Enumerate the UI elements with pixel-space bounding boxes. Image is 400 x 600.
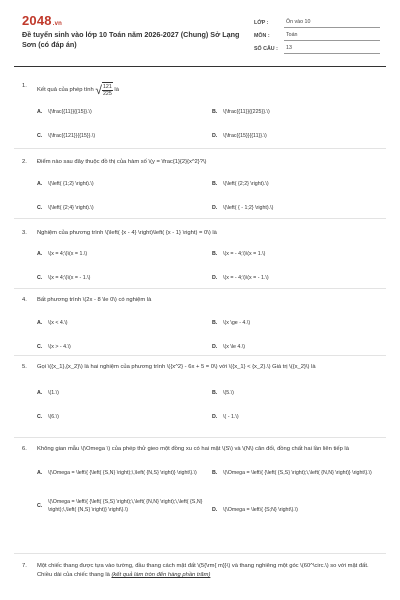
question-1 — [22, 82, 377, 147]
question-stem — [22, 158, 377, 167]
question-6 — [22, 445, 377, 528]
question-stem — [22, 445, 377, 454]
option-letter: B. — [212, 470, 218, 476]
option-b[interactable] — [212, 319, 250, 327]
question-text: Không gian mẫu \(\Omega \) của phép thử gieo một đồng xu có hai mặt \(S\) và \(N\) cân đối, đồng chất hai lần liên tiếp là — [37, 446, 349, 452]
option-d[interactable] — [212, 204, 273, 212]
answer-options — [37, 97, 377, 147]
option-letter: C. — [37, 344, 43, 350]
option-text: \(\frac{{11}}{{15}}.\) — [48, 109, 92, 115]
option-text: \(x = - 4;\)\(x = 1.\) — [223, 251, 266, 257]
option-c[interactable] — [37, 498, 205, 514]
option-letter: C. — [37, 414, 43, 420]
question-text — [37, 82, 377, 97]
exam-title: Đề tuyển sinh vào lớp 10 Toán năm 2026-2027 (Chung) Sở Lạng Sơn (có đáp án) — [22, 30, 240, 49]
option-text: \(x > - 4.\) — [48, 344, 71, 350]
option-text: \(x = - 4;\)\(x = - 1.\) — [223, 275, 269, 281]
option-text: \(x = 4;\)\(x = 1.\) — [48, 251, 88, 257]
sqrt-expression — [95, 82, 112, 97]
option-d[interactable] — [212, 343, 245, 351]
meta-label: LỚP : — [254, 20, 269, 26]
question-stem — [22, 229, 377, 238]
meta-value: 13 — [284, 45, 380, 54]
option-letter: D. — [212, 344, 218, 350]
question-number: 1. — [22, 83, 27, 89]
option-a[interactable] — [37, 389, 59, 397]
question-text — [37, 562, 377, 580]
option-letter: C. — [37, 205, 43, 211]
question-stem — [22, 363, 377, 372]
option-letter: B. — [212, 390, 218, 396]
question-2 — [22, 158, 377, 215]
question-number: 3. — [22, 230, 27, 236]
option-letter: D. — [212, 205, 218, 211]
option-letter: B. — [212, 251, 218, 257]
question-4 — [22, 296, 377, 355]
option-letter: B. — [212, 109, 218, 115]
option-d[interactable] — [212, 506, 372, 514]
answer-options — [37, 372, 377, 428]
option-b[interactable] — [212, 250, 265, 258]
option-c[interactable] — [37, 413, 59, 421]
question-note: (kết quả làm tròn đến hàng phần trăm) — [111, 572, 211, 578]
option-letter: A. — [37, 251, 43, 257]
question-number: 2. — [22, 159, 27, 165]
option-text: \(\Omega = \left\{ {\left( {S,S} \right);\,\left( {N,N} \right)} \right\}.\) — [223, 470, 372, 476]
option-letter: D. — [212, 275, 218, 281]
option-b[interactable] — [212, 180, 269, 188]
option-a[interactable] — [37, 469, 197, 477]
fraction — [102, 84, 113, 97]
meta-label: SỐ CÂU : — [254, 46, 278, 52]
fraction-numerator: 121 — [102, 84, 112, 90]
option-d[interactable] — [212, 413, 239, 421]
answer-options — [37, 238, 377, 286]
option-text: \(x \ge - 4.\) — [223, 320, 251, 326]
question-stem — [22, 562, 377, 580]
question-text-after: là — [114, 87, 119, 94]
question-7 — [22, 562, 377, 580]
question-text-main: Một chiếc thang được tựa vào tường, đầu thang cách mặt đất \(5{\rm{ m}}\) và thang nghiêng một góc \(60^\circ.\) so với mặt đất. Chiều dài của chiếc thang là — [37, 563, 369, 578]
question-text-before: Kết quả của phép tính — [37, 87, 94, 94]
header-divider — [14, 66, 386, 67]
logo-suffix: .vn — [52, 21, 63, 27]
option-letter: B. — [212, 181, 218, 187]
option-letter: D. — [212, 507, 218, 513]
meta-row-count — [254, 41, 380, 54]
option-letter: A. — [37, 390, 43, 396]
question-number: 4. — [22, 297, 27, 303]
option-b[interactable] — [212, 108, 270, 116]
meta-label: MÔN : — [254, 33, 270, 39]
question-divider — [14, 437, 386, 438]
option-letter: A. — [37, 320, 43, 326]
option-text: \(\left( {1;2} \right).\) — [48, 181, 94, 187]
meta-row-class — [254, 15, 380, 28]
option-c[interactable] — [37, 274, 90, 282]
option-a[interactable] — [37, 319, 68, 327]
fraction-denominator: 225 — [102, 91, 112, 97]
question-number: 5. — [22, 364, 27, 370]
question-divider — [14, 218, 386, 219]
question-text: Gọi \({x_1},{x_2}\) là hai nghiệm của phương trình \({x^2} - 6x + 5 = 0\) với \({x_1} < {x_2}.\) Giá trị \({x_2}\) là — [37, 364, 316, 370]
option-text: \(\left( { - 1;2} \right).\) — [223, 205, 274, 211]
option-letter: C. — [37, 503, 43, 509]
question-divider — [14, 148, 386, 149]
question-text: Bất phương trình \(2x - 8 \le 0\) có nghiệm là — [37, 297, 152, 303]
question-5 — [22, 363, 377, 428]
answer-options — [37, 454, 377, 528]
option-text: \(1.\) — [48, 390, 59, 396]
answer-options — [37, 167, 377, 215]
option-text: \(\Omega = \left\{ {\left( {S,S} \right);\,\left( {N,N} \right);\,\left( {S,N} \right);\,\left( {N,S} \right)} \right\}.\) — [48, 499, 203, 513]
option-text: \(x = 4;\)\(x = - 1.\) — [48, 275, 91, 281]
question-divider — [14, 288, 386, 289]
option-text: \(\left( {2;2} \right).\) — [223, 181, 269, 187]
question-divider — [14, 355, 386, 356]
option-letter: C. — [37, 275, 43, 281]
option-b[interactable] — [212, 389, 234, 397]
question-stem — [22, 296, 377, 305]
option-text: \(x \le 4.\) — [223, 344, 246, 350]
option-b[interactable] — [212, 469, 372, 477]
meta-value: Ôn vào 10 — [284, 19, 380, 28]
option-letter: B. — [212, 320, 218, 326]
option-letter: D. — [212, 133, 218, 139]
option-a[interactable] — [37, 180, 94, 188]
exam-meta — [254, 15, 380, 54]
worksheet-header — [0, 0, 400, 66]
meta-row-subject — [254, 28, 380, 41]
option-c[interactable] — [37, 204, 94, 212]
question-text: Nghiệm của phương trình \(\left( {x - 4} \right)\left( {x - 1} \right) = 0\) là — [37, 230, 217, 236]
radical-body — [102, 82, 113, 97]
meta-value: Toán — [284, 32, 380, 41]
option-text: \(\frac{{15}}{{11}}.\) — [223, 133, 267, 139]
question-number: 7. — [22, 563, 27, 569]
option-letter: A. — [37, 470, 43, 476]
option-c[interactable] — [37, 343, 71, 351]
site-logo[interactable] — [22, 13, 62, 28]
option-text: \(x < 4.\) — [48, 320, 68, 326]
option-text: \(5.\) — [223, 390, 234, 396]
option-text: \(\Omega = \left\{ {\left( {S,N} \right);\,\left( {N,S} \right)} \right\}.\) — [48, 470, 197, 476]
answer-options — [37, 305, 377, 355]
option-d[interactable] — [212, 274, 269, 282]
question-3 — [22, 229, 377, 286]
option-letter: C. — [37, 133, 43, 139]
option-letter: A. — [37, 109, 43, 115]
option-d[interactable] — [212, 132, 267, 140]
option-text: \( - 1.\) — [223, 414, 239, 420]
option-text: \(\left( {2;4} \right).\) — [48, 205, 94, 211]
option-text: \(\Omega = \left\{ {S;N} \right\}.\) — [223, 507, 298, 513]
option-text: \(\frac{{121}}{{15}}.\) — [48, 133, 96, 139]
question-divider — [14, 553, 386, 554]
question-stem — [22, 82, 377, 97]
option-text: \(\frac{{11}}{{225}}.\) — [223, 109, 270, 115]
option-c[interactable] — [37, 132, 95, 140]
option-a[interactable] — [37, 250, 87, 258]
question-number: 6. — [22, 446, 27, 452]
radical-sign: √ — [95, 82, 102, 97]
option-letter: D. — [212, 414, 218, 420]
question-text: Điểm nào sau đây thuộc đồ thị của hàm số \(y = \frac{1}{2}{x^2}?\) — [37, 159, 207, 165]
option-a[interactable] — [37, 108, 92, 116]
option-letter: A. — [37, 181, 43, 187]
logo-main: 2048 — [22, 13, 52, 28]
option-text: \(6.\) — [48, 414, 59, 420]
